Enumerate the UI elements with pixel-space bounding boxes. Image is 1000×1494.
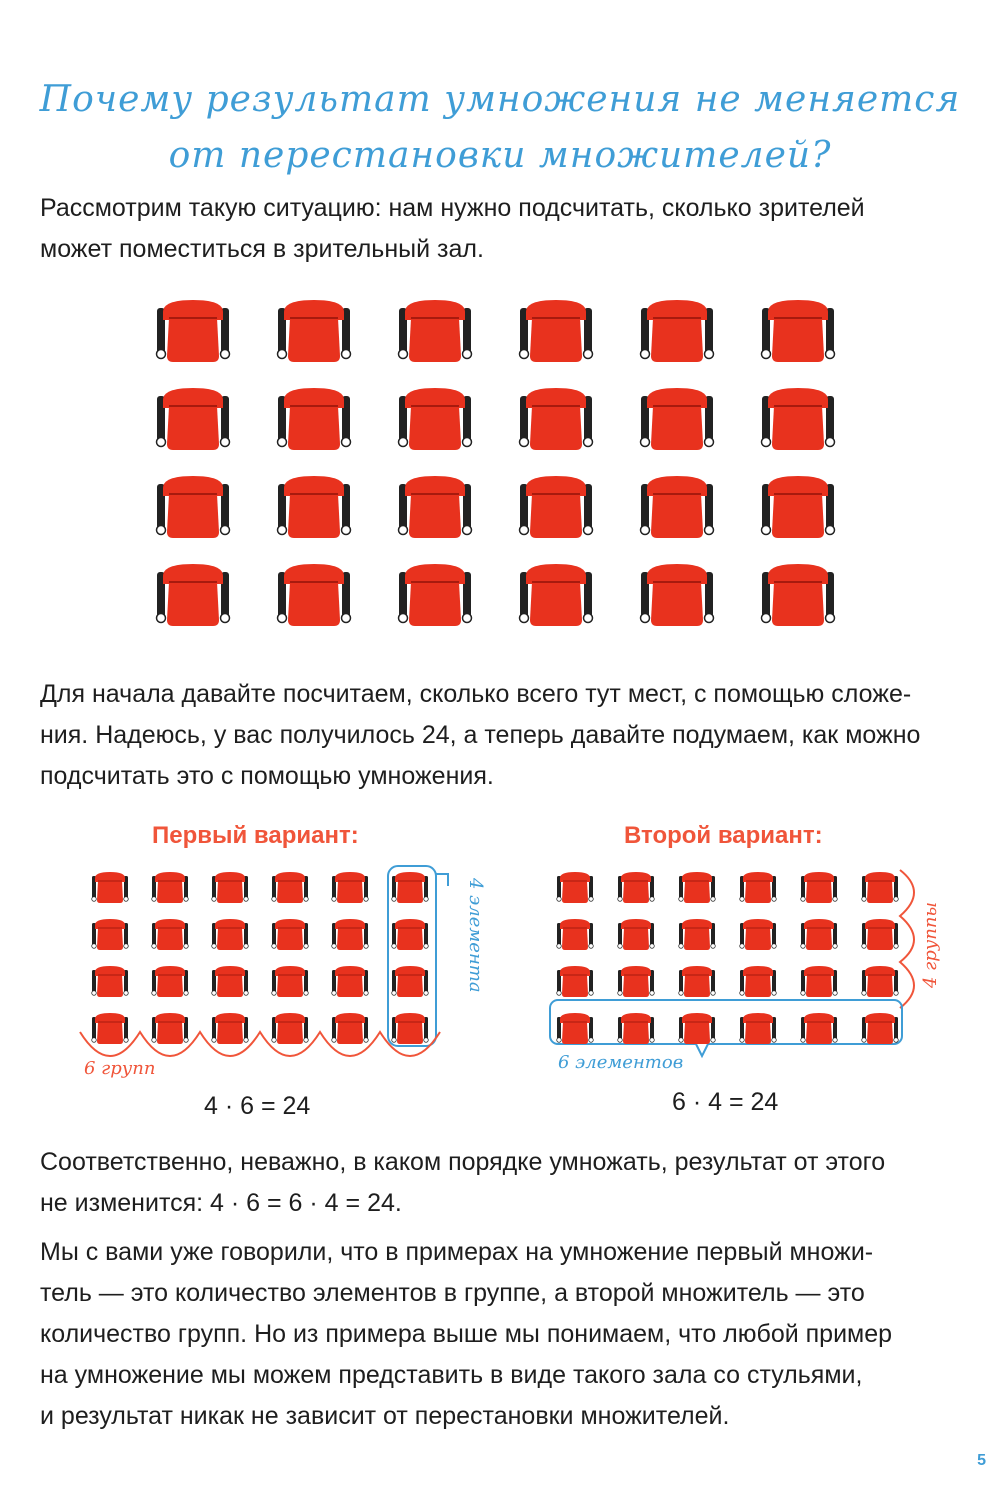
chair-icon	[740, 919, 777, 950]
chair-icon	[801, 919, 838, 950]
chair-icon	[801, 966, 838, 997]
chair-icon	[212, 1013, 249, 1044]
chair-icon	[740, 966, 777, 997]
chair-icon	[399, 388, 472, 450]
chair-icon	[618, 919, 655, 950]
variant-1-equation: 4 · 6 = 24	[204, 1092, 311, 1120]
chair-icon	[801, 872, 838, 903]
groups-note-v1: 6 групп	[84, 1058, 156, 1079]
chair-icon	[862, 966, 899, 997]
hall-chairs-illustration	[0, 290, 1000, 650]
addition-line-2: ния. Надеюсь, у вас получилось 24, а теперь давайте подумаем, как можно	[40, 721, 921, 749]
summary-line-4: на умножение мы можем представить в виде такого зала со стульями,	[40, 1361, 863, 1389]
summary-line-1: Мы с вами уже говорили, что в примерах на умножение первый множи-	[40, 1238, 874, 1266]
chair-icon	[332, 1013, 369, 1044]
page-number: 5	[977, 1452, 986, 1469]
chair-icon	[152, 919, 189, 950]
addition-line-3: подсчитать это с помощью умножения.	[40, 762, 494, 790]
row-bracket	[550, 1000, 902, 1044]
variant-1-label: Первый вариант:	[152, 822, 359, 849]
chair-icon	[92, 1013, 129, 1044]
chair-icon	[92, 872, 129, 903]
chair-icon	[278, 476, 351, 538]
intro-line-2: может поместиться в зрительный зал.	[40, 235, 484, 263]
chair-icon	[679, 872, 716, 903]
chair-icon	[520, 388, 593, 450]
chair-icon	[332, 966, 369, 997]
summary-line-2: тель — это количество элементов в группе, а второй множитель — это	[40, 1279, 865, 1307]
chair-icon	[278, 300, 351, 362]
chair-icon	[152, 966, 189, 997]
summary-line-5: и результат никак не зависит от перестановки множителей.	[40, 1402, 730, 1430]
chair-icon	[278, 564, 351, 626]
chair-icon	[862, 1013, 899, 1044]
chair-icon	[399, 476, 472, 538]
chair-icon	[332, 919, 369, 950]
chair-icon	[762, 300, 835, 362]
chair-icon	[157, 476, 230, 538]
chair-icon	[679, 966, 716, 997]
column-bracket-tail	[436, 874, 448, 886]
conclusion-line-1: Соответственно, неважно, в каком порядке умножать, результат от этого	[40, 1148, 886, 1176]
chair-icon	[392, 1013, 429, 1044]
summary-line-3: количество групп. Но из примера выше мы понимаем, что любой пример	[40, 1320, 893, 1348]
chair-icon	[520, 476, 593, 538]
chair-icon	[641, 564, 714, 626]
chair-icon	[618, 966, 655, 997]
chair-icon	[520, 300, 593, 362]
chair-icon	[557, 872, 594, 903]
chair-icon	[641, 476, 714, 538]
chair-icon	[272, 872, 309, 903]
chair-icon	[157, 300, 230, 362]
chair-icon	[212, 919, 249, 950]
chair-icon	[212, 872, 249, 903]
title-line-2: от перестановки множителей?	[168, 135, 832, 176]
chair-icon	[641, 388, 714, 450]
row-arcs	[900, 870, 914, 1008]
groups-arcs	[80, 1032, 440, 1056]
summary-paragraph	[40, 1232, 960, 1437]
variant-2-equation: 6 · 4 = 24	[672, 1088, 779, 1116]
intro-paragraph	[40, 188, 960, 270]
intro-line-1: Рассмотрим такую ситуацию: нам нужно подсчитать, сколько зрителей	[40, 194, 865, 222]
chair-icon	[278, 388, 351, 450]
chair-icon	[641, 300, 714, 362]
addition-line-1: Для начала давайте посчитаем, сколько всего тут мест, с помощью сложе-	[40, 680, 912, 708]
conclusion-line-2: не изменится: 4 · 6 = 6 · 4 = 24.	[40, 1189, 402, 1217]
chair-icon	[520, 564, 593, 626]
chair-icon	[92, 966, 129, 997]
chair-icon	[679, 1013, 716, 1044]
chair-icon	[557, 966, 594, 997]
chair-icon	[762, 388, 835, 450]
chair-icon	[272, 966, 309, 997]
variants-diagram	[0, 860, 1000, 1090]
row-bracket-tail	[696, 1044, 708, 1056]
chair-icon	[399, 564, 472, 626]
groups-note-v2: 4 группы	[920, 901, 941, 988]
chair-icon	[152, 872, 189, 903]
chair-icon	[862, 872, 899, 903]
chair-icon	[157, 388, 230, 450]
chair-icon	[557, 1013, 594, 1044]
chair-icon	[801, 1013, 838, 1044]
chair-icon	[399, 300, 472, 362]
title-line-1: Почему результат умножения не меняется	[39, 79, 961, 120]
chair-icon	[272, 1013, 309, 1044]
chair-icon	[679, 919, 716, 950]
chair-icon	[212, 966, 249, 997]
chair-icon	[157, 564, 230, 626]
chair-icon	[762, 564, 835, 626]
chair-icon	[152, 1013, 189, 1044]
chair-icon	[762, 476, 835, 538]
chair-icon	[618, 1013, 655, 1044]
chair-icon	[272, 919, 309, 950]
chair-icon	[392, 966, 429, 997]
chair-icon	[392, 872, 429, 903]
variant-2-label: Второй вариант:	[624, 822, 823, 849]
chair-icon	[618, 872, 655, 903]
chair-icon	[392, 919, 429, 950]
chair-icon	[557, 919, 594, 950]
elements-note-v1: 4 элемента	[465, 878, 486, 993]
chair-icon	[92, 919, 129, 950]
chair-icon	[862, 919, 899, 950]
chair-icon	[332, 872, 369, 903]
chair-icon	[740, 872, 777, 903]
conclusion-paragraph	[40, 1142, 960, 1224]
elements-note-v2: 6 элементов	[558, 1052, 684, 1073]
page-title	[0, 72, 1000, 184]
addition-paragraph	[40, 674, 960, 797]
chair-icon	[740, 1013, 777, 1044]
